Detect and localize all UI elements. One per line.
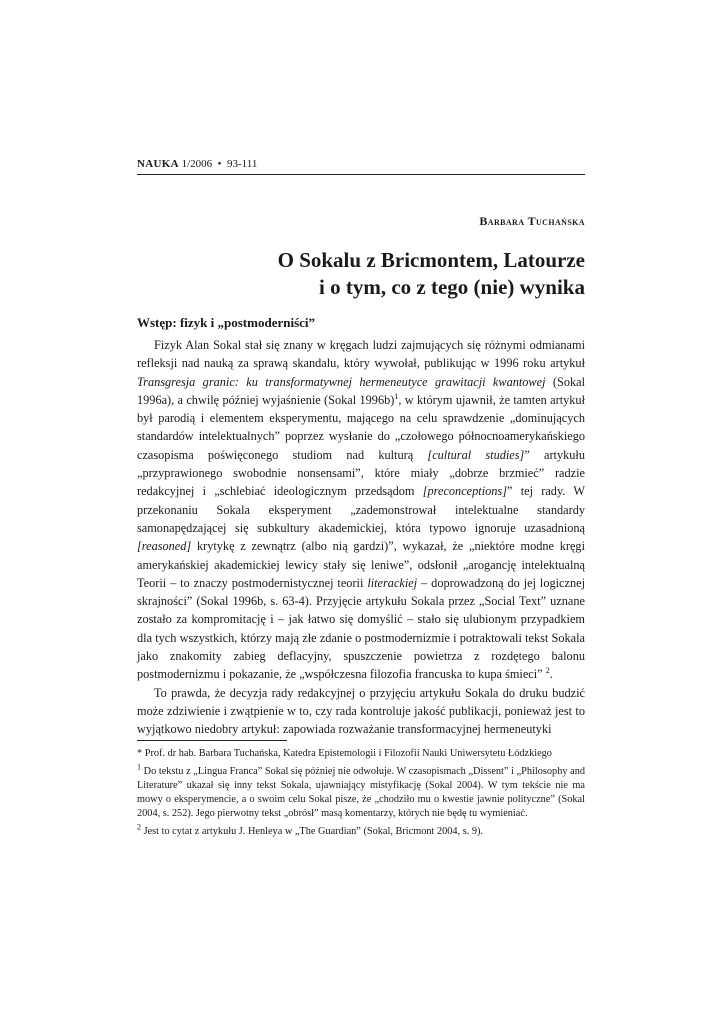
p1-text-e: ” tej rady. W przekonaniu Sokala eksperyment „zademonstrował intelektualne standardy samonapędzającej się subkultury akademickiej, która typowo ignoruje uzasadnioną xyxy=(137,484,585,535)
section-heading: Wstęp: fizyk i „postmoderniści” xyxy=(137,315,316,330)
term-reasoned: [reasoned] xyxy=(137,539,192,554)
p1-text-c: , w którym ujawnił, że tamten artykuł był parodią i elementem eksperymentu, mającego na celu sprawdzenie „dominujących standardów intelektualnych” poprzez wysłanie do „czołowego północnoamerykańskiego czasopisma poświęconego studiom nad kulturą xyxy=(137,392,585,462)
cited-title: Transgresja granic: ku transformatywnej hermeneutyce grawitacji kwantowej xyxy=(137,374,546,389)
term-preconceptions: [preconceptions] xyxy=(422,484,507,499)
p1-text-a: Fizyk Alan Sokal stał się znany w kręgach ludzi zajmujących się różnymi odmianami refleksji nad nauką za sprawą skandalu, który wywołał, publikując w 1996 roku artykuł xyxy=(137,338,585,371)
term-literackiej: literackiej xyxy=(367,575,418,590)
term-cultural-studies: [cultural studies] xyxy=(427,447,525,462)
journal-name: NAUKA xyxy=(137,158,179,170)
header-divider xyxy=(137,174,585,175)
footnote-star-mark: * xyxy=(137,748,143,759)
paragraph-2: To prawda, że decyzja rady redakcyjnej o przyjęciu artykułu Sokala do druku budzić może zdziwienie i zwątpienie w to, czy rada kontroluje jakość publikacji, ponieważ jest to wyjątkowo niedobry artykuł: zapowiada rozważanie transformacyjnej hermeneutyki xyxy=(137,685,585,737)
header-separator: • xyxy=(217,158,222,170)
footnote-ref-1[interactable]: 1 xyxy=(394,391,399,401)
footnote-2 xyxy=(137,822,585,839)
p1-text-f: krytykę z zewnątrz (albo nią gardzi)”, wykazał, że „niektóre modne kręgi amerykańskiej akademickiej lewicy stały się leniwe”, odsłonił „arogancję intelektualną Teorii – to znaczy postmodernistycznej teorii xyxy=(137,539,585,590)
article-body xyxy=(137,336,585,739)
p1-text-d: ” artykułu „przyprawionego swobodnie nonsensami”, które miały „dobrze brzmieć” radzie redakcyjnej i „schlebiać ideologicznym przedsądom xyxy=(137,447,585,499)
p1-text-h: . xyxy=(549,667,553,682)
footnote-1-text: Do tekstu z „Lingua Franca” Sokal się później nie odwołuje. W czasopismach „Dissent” i „Philosophy and Literature” ukazał się inny tekst Sokala, ujawniający mistyfikację (Sokal 2004). W tym tekście nie ma mowy o eksperymencie, a o swoim celu Sokal pisze, że „chodziło mu o kwestie jawnie polityczne” (Sokal 2004, s. 252). Jego pierwotny tekst „obrósł” masą komentarzy, których nie będę tu wymieniać. xyxy=(137,766,585,819)
footnote-1 xyxy=(137,762,585,821)
article-author: Barbara Tuchańska xyxy=(479,214,585,228)
footnote-divider xyxy=(137,740,287,741)
footnote-ref-2[interactable]: 2 xyxy=(545,666,550,676)
page-range: 93-111 xyxy=(227,158,258,170)
p1-text-b: (Sokal 1996a), a chwilę później wyjaśnienie (Sokal 1996b) xyxy=(137,374,585,407)
footnote-author-text: Prof. dr hab. Barbara Tuchańska, Katedra Epistemologii i Filozofii Nauki Uniwersytetu Łódzkiego xyxy=(144,748,552,759)
footnote-author xyxy=(137,747,585,761)
footnotes xyxy=(137,747,585,843)
footnote-2-mark: 2 xyxy=(137,822,141,832)
journal-header xyxy=(137,158,585,170)
title-line-2: i o tym, co z tego (nie) wynika xyxy=(319,275,585,299)
footnote-1-mark: 1 xyxy=(137,762,141,772)
title-line-1: O Sokalu z Bricmontem, Latourze xyxy=(277,248,585,272)
article-title xyxy=(165,247,585,301)
footnote-2-text: Jest to cytat z artykułu J. Henleya w „The Guardian” (Sokal, Bricmont 2004, s. 9). xyxy=(143,826,484,837)
paragraph-1 xyxy=(137,336,585,684)
journal-issue: 1/2006 xyxy=(181,158,213,170)
p1-text-g: – doprowadzoną do jej logicznej skrajności” (Sokal 1996b, s. 63-4). Przyjęcie artykułu Sokala przez „Social Text” uznane zostało za kompromitację i – jak łatwo się domyślić – stało się ulubionym przypadkiem dla tych wszystkich, którzy mają złe zdanie o postmodernizmie i potraktowali tekst Sokala jako znakomity zabieg deflacyjny, spuszczenie powietrza z rozdętego balonu postmodernizmu i pokazanie, że „współczesna filozofia francuska to kupa śmieci” xyxy=(137,575,585,682)
